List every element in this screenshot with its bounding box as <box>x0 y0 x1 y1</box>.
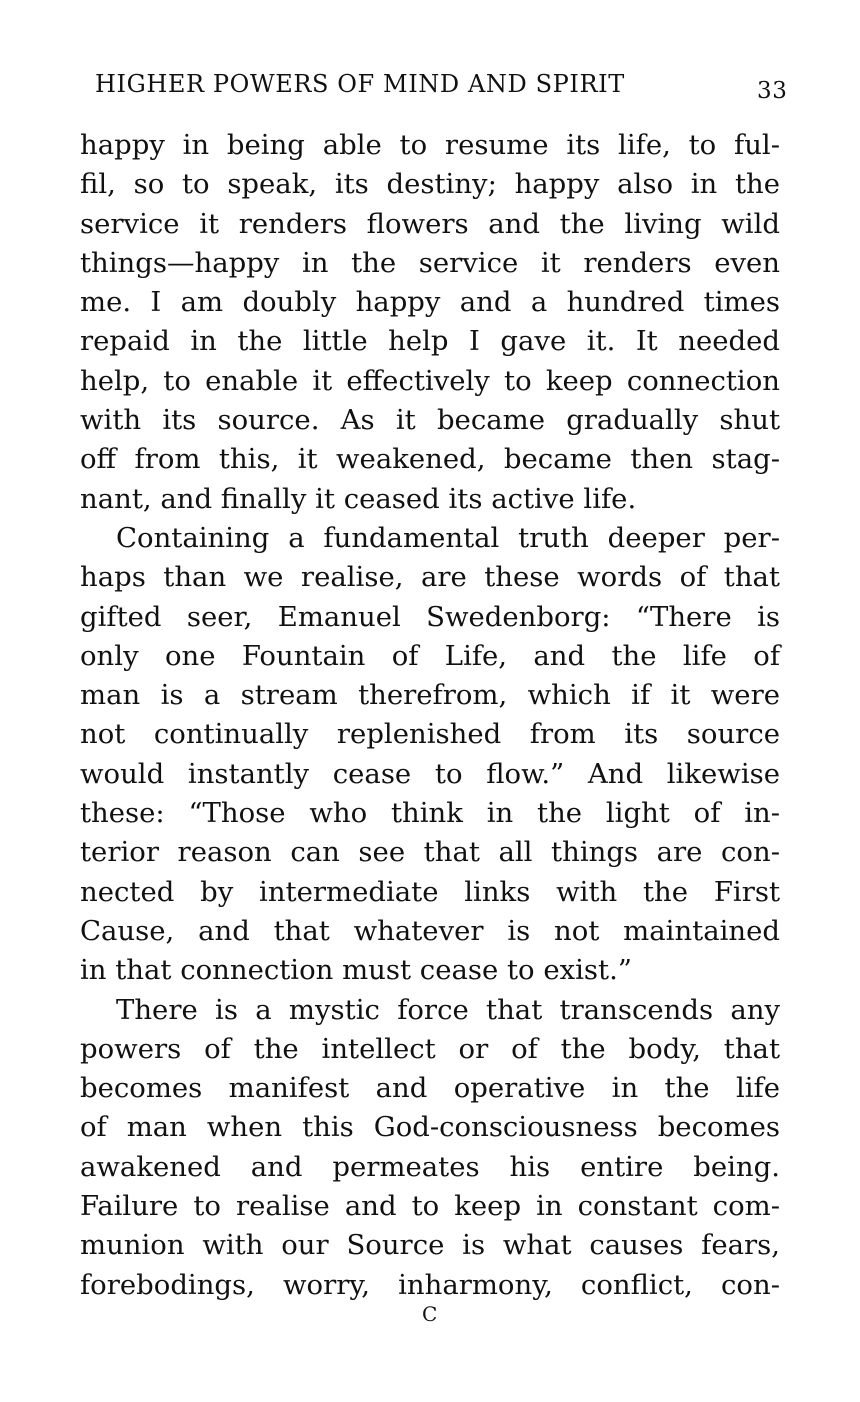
signature-mark: C <box>422 1302 438 1326</box>
text-line: nant, and finally it ceased its active life. <box>80 482 637 515</box>
text-line: Containing a fundamental truth deeper per- <box>116 521 780 554</box>
text-line: in that connection must cease to exist.” <box>80 954 632 987</box>
text-line: Failure to realise and to keep in constant com- <box>80 1190 780 1223</box>
text-line: munion with our Source is what causes fears, <box>80 1229 780 1262</box>
text-line: happy in being able to resume its life, to ful- <box>80 129 780 161</box>
text-line: powers of the intellect or of the body, that <box>80 1032 780 1065</box>
text-line: with its source. As it became gradually shut <box>80 404 780 437</box>
text-line: nected by intermediate links with the First <box>80 875 780 908</box>
text-line: forebodings, worry, inharmony, conflict, con- <box>80 1268 780 1301</box>
text-line: There is a mystic force that transcends any <box>116 993 780 1026</box>
running-head <box>95 70 795 110</box>
text-line: only one Fountain of Life, and the life of <box>80 639 780 672</box>
text-line: becomes manifest and operative in the life <box>80 1072 780 1105</box>
text-line: not continually replenished from its source <box>80 718 780 751</box>
body-text <box>80 126 780 1305</box>
text-line: man is a stream therefrom, which if it were <box>80 679 780 712</box>
text-line: terior reason can see that all things are con- <box>80 836 780 869</box>
text-line: haps than we realise, are these words of that <box>80 561 780 594</box>
text-line: Cause, and that whatever is not maintained <box>80 914 780 947</box>
text-line: gifted seer, Emanuel Swedenborg: “There is <box>80 600 780 633</box>
page-number: 33 <box>757 78 788 104</box>
text-line: would instantly cease to flow.” And likewise <box>80 757 780 790</box>
text-line: off from this, it weakened, became then stag- <box>80 443 780 476</box>
text-line: me. I am doubly happy and a hundred times <box>80 286 780 319</box>
text-line: things—happy in the service it renders even <box>80 246 780 279</box>
text-line: awakened and permeates his entire being. <box>80 1150 780 1183</box>
text-line: service it renders flowers and the living wild <box>80 207 780 240</box>
running-title: HIGHER POWERS OF MIND AND SPIRIT <box>95 70 625 98</box>
text-line: repaid in the little help I gave it. It needed <box>80 325 780 358</box>
text-line: help, to enable it effectively to keep connection <box>80 364 780 397</box>
text-line: fil, so to speak, its destiny; happy also in the <box>80 168 780 201</box>
text-line: these: “Those who think in the light of in- <box>80 797 780 830</box>
text-line: of man when this God-consciousness becomes <box>80 1111 780 1144</box>
